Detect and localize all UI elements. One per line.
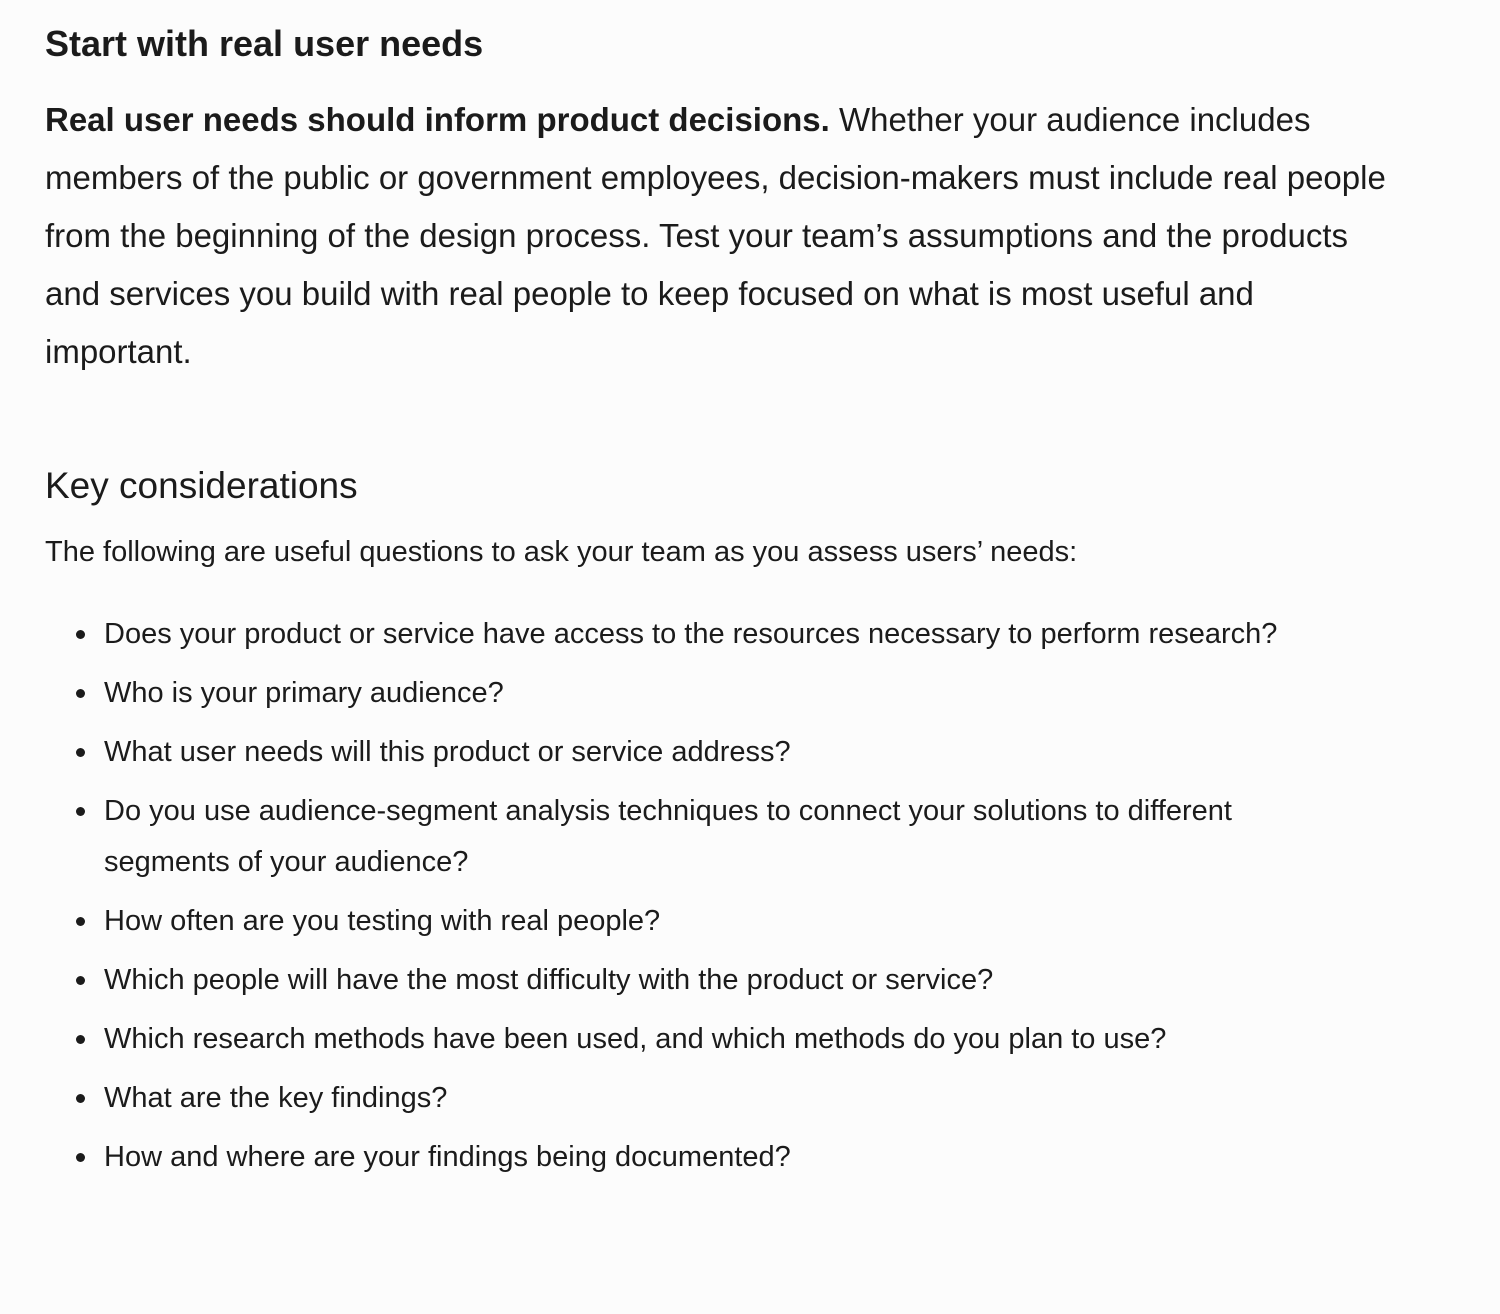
bullet-icon xyxy=(76,1153,85,1162)
bullet-icon xyxy=(76,807,85,816)
questions-list xyxy=(0,609,1500,1191)
bullet-icon xyxy=(76,748,85,757)
question-text: What user needs will this product or service address? xyxy=(104,736,791,768)
section-title: Start with real user needs xyxy=(45,23,484,64)
question-text: Which people will have the most difficulty with the product or service? xyxy=(104,964,994,996)
bullet-icon xyxy=(76,1094,85,1103)
bullet-icon xyxy=(76,630,85,639)
bullet-icon xyxy=(76,917,85,926)
list-item xyxy=(0,955,1289,1006)
question-text: How often are you testing with real people? xyxy=(104,905,661,937)
intro-text: Whether your audience includes members of the public or government employees, decision-makers must include real people from the beginning of the design process. Test your team’s assumptions and the products and services you build with real people to keep focused on what is most useful and important. xyxy=(45,101,1386,370)
considerations-lead: The following are useful questions to ask your team as you assess users’ needs: xyxy=(45,536,1078,568)
key-considerations-heading: Key considerations xyxy=(45,465,358,506)
question-text: Do you use audience-segment analysis techniques to connect your solutions to different segments of your audience? xyxy=(104,795,1232,878)
question-text: Which research methods have been used, and which methods do you plan to use? xyxy=(104,1023,1167,1055)
question-text: Who is your primary audience? xyxy=(104,677,504,709)
question-text: What are the key findings? xyxy=(104,1082,448,1114)
bullet-icon xyxy=(76,689,85,698)
list-item xyxy=(0,786,1289,888)
intro-bold-lead: Real user needs should inform product decisions. xyxy=(45,101,830,138)
bullet-icon xyxy=(76,976,85,985)
list-item xyxy=(0,1014,1289,1065)
question-text: How and where are your findings being documented? xyxy=(104,1141,791,1173)
list-item xyxy=(0,727,1289,778)
bullet-icon xyxy=(76,1035,85,1044)
intro-paragraph xyxy=(45,91,1405,381)
list-item xyxy=(0,668,1289,719)
question-text: Does your product or service have access to the resources necessary to perform research? xyxy=(104,618,1278,650)
list-item xyxy=(0,1073,1289,1124)
list-item xyxy=(0,609,1289,660)
list-item xyxy=(0,896,1289,947)
list-item xyxy=(0,1132,1289,1183)
